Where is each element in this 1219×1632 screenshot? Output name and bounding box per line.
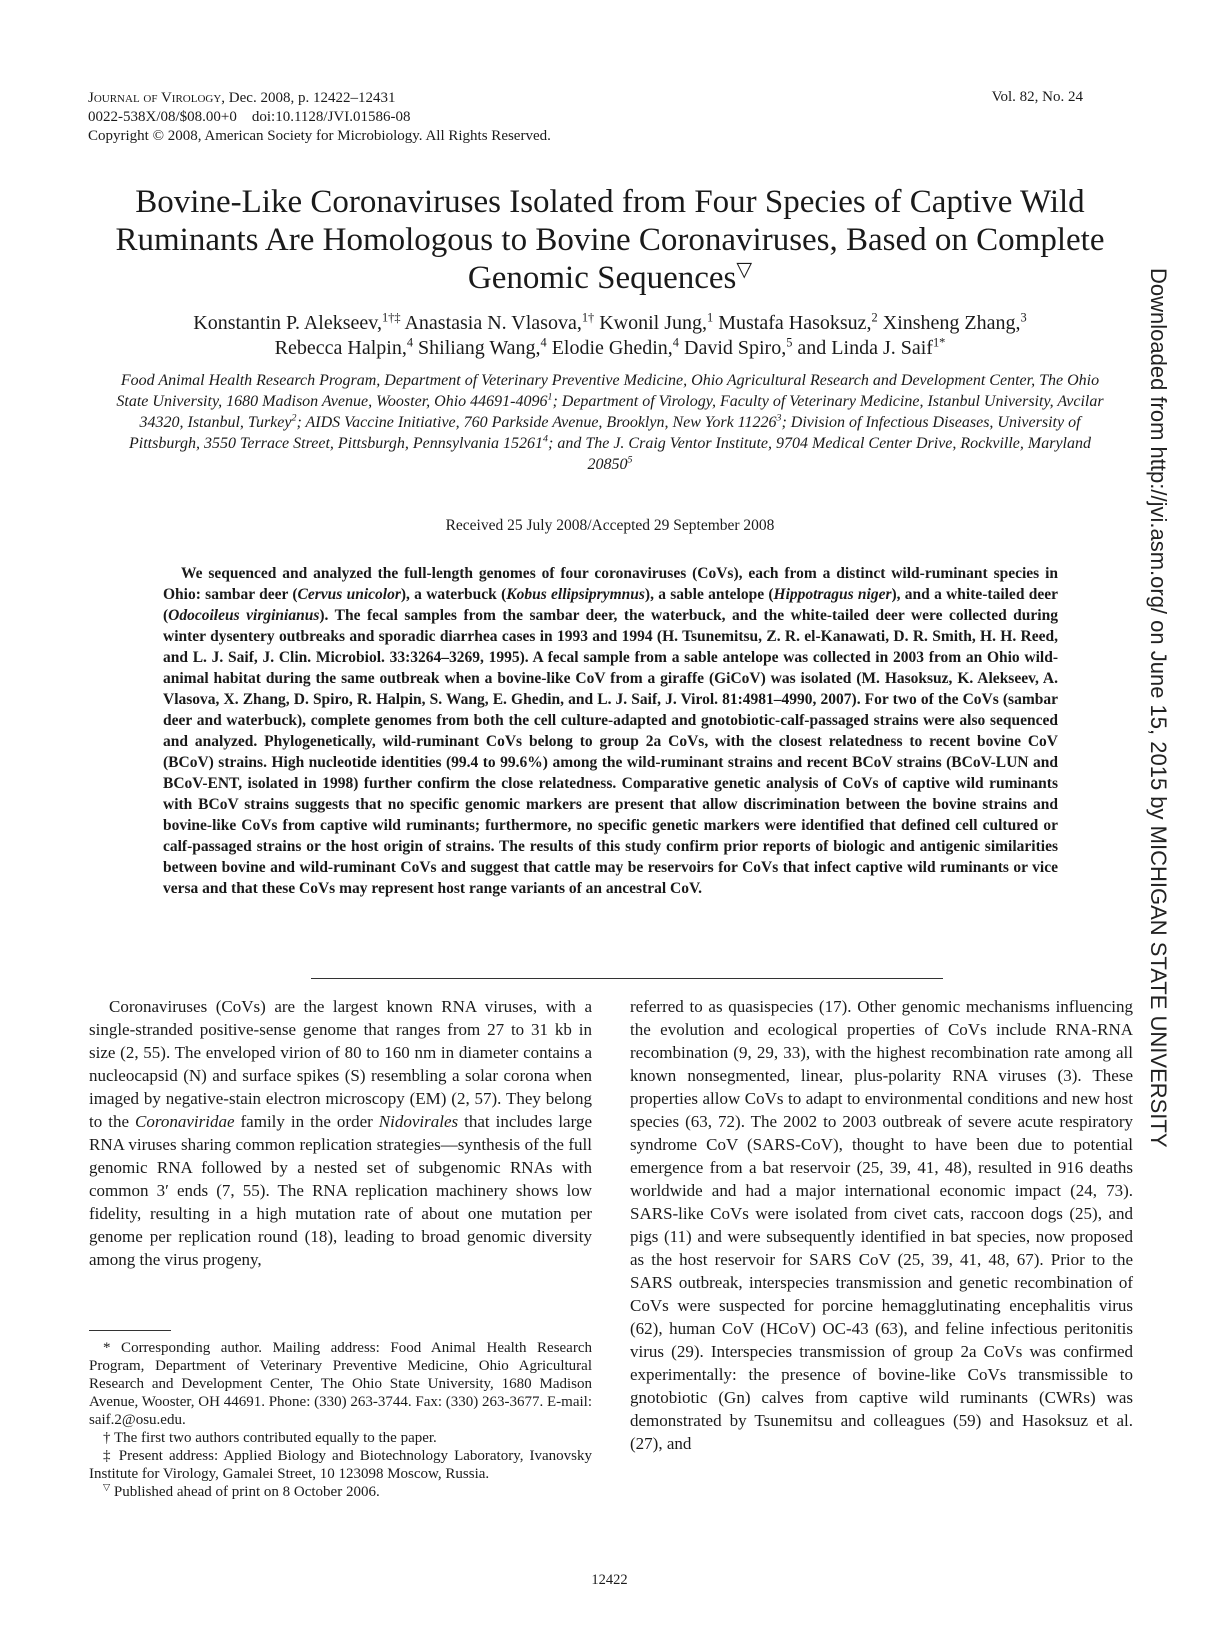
footnote-divider bbox=[89, 1330, 171, 1331]
issue-info: , Dec. 2008, p. 12422–12431 bbox=[221, 90, 396, 106]
journal-name: Journal of Virology bbox=[88, 90, 222, 106]
title-mark: ▽ bbox=[736, 259, 753, 281]
download-watermark: Downloaded from http://jvi.asm.org/ on June 15, 2015 by MICHIGAN STATE UNIVERSITY bbox=[1146, 268, 1171, 1148]
footnotes bbox=[89, 1339, 592, 1501]
footnote-equal-contribution: † The first two authors contributed equally to the paper. bbox=[103, 1430, 437, 1446]
affiliations: Food Animal Health Research Program, Department of Veterinary Preventive Medicine, Ohio Agricultural Research and Development Center, The Ohio State University, 1680 Madison Avenue, Wooster, Ohio 44691-4096$^1$; Department of Virology, Faculty of Veterinary Medicine, Istanbul University, Avcilar 34320, Istanbul, Turkey$^2$; AIDS Vaccine Initiative, 760 Parkside Avenue, Brooklyn, New York 11226$^3$; Division of Infectious Diseases, University of Pittsburgh, 3550 Terrace Street, Pittsburgh, Pennsylvania 15261$^4$; and The J. Craig Ventor Institute, 9704 Medical Center Drive, Rockville, Maryland 20850$^5$ bbox=[116, 372, 1104, 473]
author: Mustafa Hasoksuz,$^2$ bbox=[718, 310, 878, 334]
article-title: Bovine-Like Coronaviruses Isolated from Four Species of Captive Wild Ruminants Are Homologous to Bovine Coronaviruses, Based on Complete Genomic Sequences▽ bbox=[115, 184, 1105, 296]
issn-doi: 0022-538X/08/$08.00+0 doi:10.1128/JVI.01586-08 bbox=[88, 109, 411, 125]
author: Shiliang Wang,$^4$ bbox=[418, 335, 547, 359]
author-list bbox=[80, 311, 1140, 361]
body-text-left-column: Coronaviruses (CoVs) are the largest known RNA viruses, with a single-stranded positive-sense genome that ranges from 27 to 31 kb in size (2, 55). The enveloped virion of 80 to 160 nm in diameter contains a nucleocapsid (N) and surface spikes (S) resembling a solar corona when imaged by negative-stain electron microscopy (EM) (2, 57). They belong to the Coronaviridae family in the order Nidovirales that includes large RNA viruses sharing common replication strategies—synthesis of the full genomic RNA followed by a nested set of subgenomic RNAs with common 3′ ends (7, 55). The RNA replication machinery shows low fidelity, resulting in a high mutation rate of about one mutation per genome per replication round (18), leading to broad genomic diversity among the virus progeny, bbox=[89, 997, 592, 1269]
author: Xinsheng Zhang,$^3$ bbox=[882, 310, 1027, 334]
footnote-present-address: ‡ Present address: Applied Biology and Biotechnology Laboratory, Ivanovsky Institute for Virology, Gamalei Street, 10 123098 Moscow, Russia. bbox=[89, 1448, 592, 1482]
footnote-corresponding: * Corresponding author. Mailing address: Food Animal Health Research Program, Department of Veterinary Preventive Medicine, Ohio Agricultural Research and Development Center, The Ohio State University, 1680 Madison Avenue, Wooster, OH 44691. Phone: (330) 263-3744. Fax: (330) 263-3677. E-mail: saif.2@osu.edu. bbox=[89, 1340, 592, 1428]
author: Elodie Ghedin,$^4$ bbox=[551, 335, 679, 359]
author: Kwonil Jung,$^1$ bbox=[599, 310, 714, 334]
received-dates: Received 25 July 2008/Accepted 29 September 2008 bbox=[445, 517, 775, 534]
author: Anastasia N. Vlasova,$^{1\dagger}$ bbox=[404, 310, 595, 334]
abstract: We sequenced and analyzed the full-length genomes of four coronaviruses (CoVs), each from a distinct wild-ruminant species in Ohio: sambar deer (Cervus unicolor), a waterbuck (Kobus ellipsiprymnus), a sable antelope (Hippotragus niger), and a white-tailed deer (Odocoileus virginianus). The fecal samples from the sambar deer, the waterbuck, and the white-tailed deer were collected during winter dysentery outbreaks and sporadic diarrhea cases in 1993 and 1994 (H. Tsunemitsu, Z. R. el-Kanawati, D. R. Smith, H. H. Reed, and L. J. Saif, J. Clin. Microbiol. 33:3264–3269, 1995). A fecal sample from a sable antelope was collected in 2003 from an Ohio wild-animal habitat during the same outbreak when a bovine-like CoV from a giraffe (GiCoV) was isolated (M. Hasoksuz, K. Alekseev, A. Vlasova, X. Zhang, D. Spiro, R. Halpin, S. Wang, E. Ghedin, and L. J. Saif, J. Virol. 81:4981–4990, 2007). For two of the CoVs (sambar deer and waterbuck), complete genomes from both the cell culture-adapted and gnotobiotic-calf-passaged strains were also sequenced and analyzed. Phylogenetically, wild-ruminant CoVs belong to group 2a CoVs, with the closest relatedness to recent bovine CoV (BCoV) strains. High nucleotide identities (99.4 to 99.6%) among the wild-ruminant strains and recent BCoV strains (BCoV-LUN and BCoV-ENT, isolated in 1998) further confirm the close relatedness. Comparative genetic analysis of CoVs of captive wild ruminants with BCoV strains suggests that no specific genomic markers are present that allow discrimination between the bovine strains and bovine-like CoVs from captive wild ruminants; furthermore, no specific genetic markers were identified that defined cell cultured or calf-passaged strains or the host origin of strains. The results of this study confirm prior reports of biologic and antigenic similarities between bovine and wild-ruminant CoVs and suggest that cattle may be reservoirs for CoVs that infect captive wild ruminants or vice versa and that these CoVs may represent host range variants of an ancestral CoV. bbox=[163, 565, 1058, 897]
footnote-published-ahead: ▽ Published ahead of print on 8 October 2006. bbox=[103, 1483, 380, 1500]
author: Konstantin P. Alekseev,$^{1\dagger\ddagger}$ bbox=[193, 310, 401, 334]
author: and Linda J. Saif$^{1*}$ bbox=[797, 335, 946, 359]
author: David Spiro,$^5$ bbox=[684, 335, 793, 359]
author: Rebecca Halpin,$^4$ bbox=[274, 335, 414, 359]
section-divider bbox=[311, 978, 943, 979]
copyright: Copyright © 2008, American Society for Microbiology. All Rights Reserved. bbox=[88, 128, 551, 144]
running-header bbox=[88, 89, 551, 146]
page-number: 12422 bbox=[591, 1572, 628, 1588]
body-text-right-column: referred to as quasispecies (17). Other genomic mechanisms influencing the evolution and ecological properties of CoVs include RNA-RNA recombination (9, 29, 33), with the highest recombination rate among all known nonsegmented, linear, plus-polarity RNA viruses (3). These properties allow CoVs to adapt to environmental conditions and new host species (63, 72). The 2002 to 2003 outbreak of severe acute respiratory syndrome CoV (SARS-CoV), thought to have been due to potential emergence from a bat reservoir (25, 39, 41, 48), resulted in 916 deaths worldwide and had a major international economic impact (24, 73). SARS-like CoVs were isolated from civet cats, raccoon dogs (25), and pigs (11) and were subsequently identified in bat species, now proposed as the host reservoir for SARS CoV (25, 39, 41, 48, 67). Prior to the SARS outbreak, interspecies transmission and genetic recombination of CoVs were suspected for porcine hemagglutinating encephalitis virus (62), human CoV (HCoV) OC-43 (63), and feline infectious peritonitis virus (29). Interspecies transmission of group 2a CoVs was confirmed experimentally: the presence of bovine-like CoVs transmissible to gnotobiotic (Gn) calves from captive wild ruminants (CWRs) was demonstrated by Tsunemitsu and colleagues (59) and Hasoksuz et al. (27), and bbox=[630, 997, 1133, 1453]
volume-info: Vol. 82, No. 24 bbox=[991, 89, 1083, 105]
